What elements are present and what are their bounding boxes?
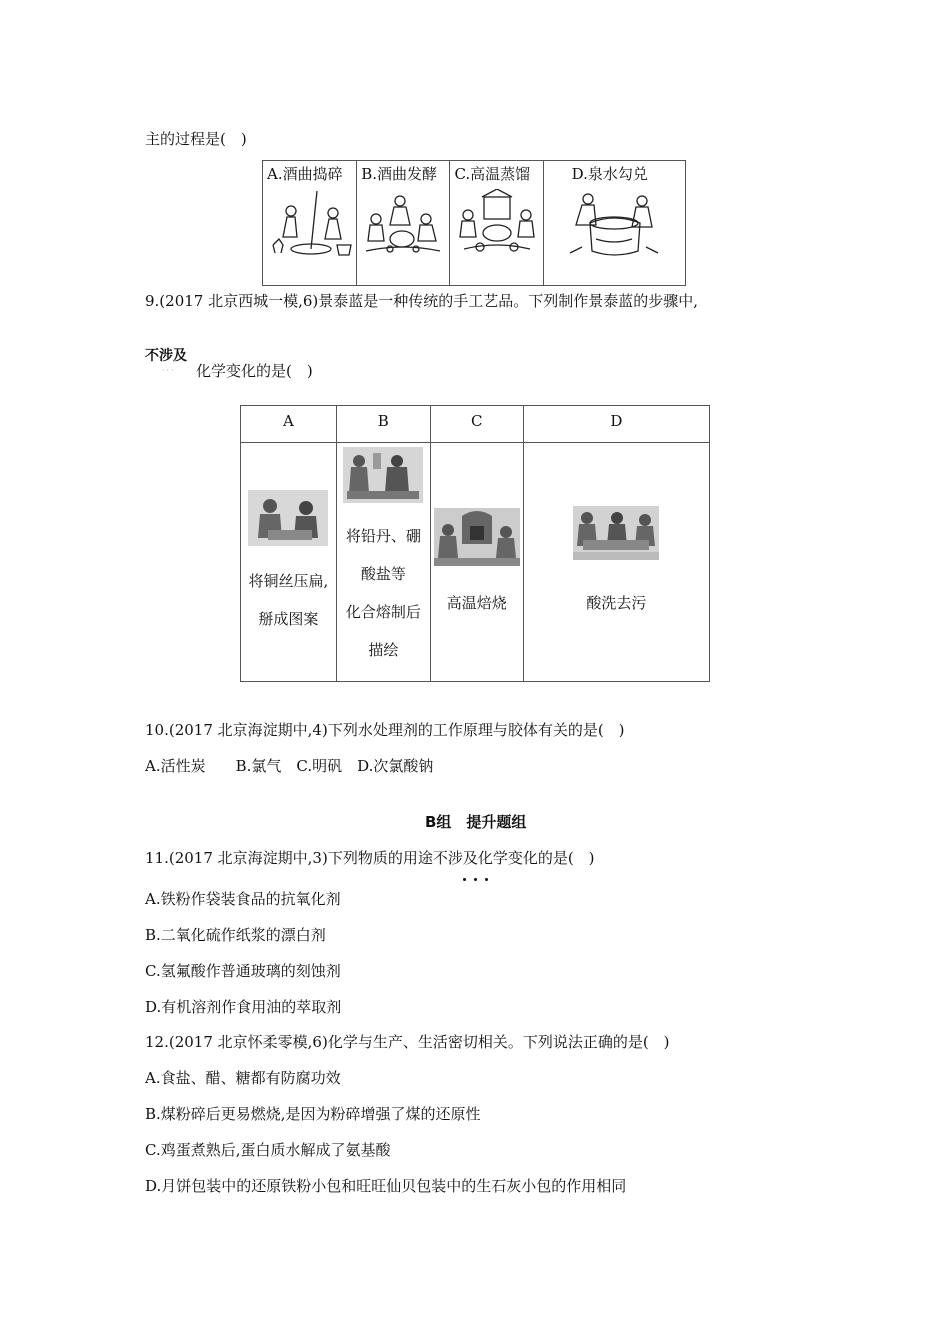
copper-wire-photo-icon [248,490,328,546]
q12-stem: 12.(2017 北京怀柔零模,6)化学与生产、生活密切相关。下列说法正确的是( ) [145,1033,670,1051]
q8-option-d-label: D.泉水勾兑 [571,165,648,183]
q9-emphasis: 不涉及 [145,348,187,364]
blending-illustration-icon [566,189,662,261]
q9-cell-c-line1: 高温焙烧 [446,594,507,612]
q9-header-d: D [523,406,709,443]
q9-stem-tail: 化学变化的是( ) [196,362,313,380]
acid-washing-photo-icon [573,506,659,560]
q9-header-b: B [336,406,430,443]
q11-stem: 11.(2017 北京海淀期中,3)下列物质的用途不涉及化学变化的是( ) [145,849,595,867]
q9-cell-a-line2: 掰成图案 [258,610,319,628]
q12-option-b: B.煤粉碎后更易燃烧,是因为粉碎增强了煤的还原性 [145,1105,481,1123]
q8-option-c [450,161,543,286]
q11-option-c: C.氢氟酸作普通玻璃的刻蚀剂 [145,962,341,980]
glaze-painting-photo-icon [343,447,423,503]
q8-option-a-label: A.酒曲捣碎 [267,165,343,183]
q10-options: A.活性炭 B.氯气 C.明矾 D.次氯酸钠 [145,757,434,775]
q9-cell-c [430,443,523,682]
q9-header-a: A [241,406,337,443]
q9-cell-d [523,443,709,682]
q9-header-c: C [430,406,523,443]
emphasis-dots-faint: ··· [162,366,176,375]
q9-cell-a [241,443,337,682]
q9-stem: 9.(2017 北京西城一模,6)景泰蓝是一种传统的手工艺品。下列制作景泰蓝的步骤中, [145,292,699,310]
q11-option-b: B.二氧化硫作纸浆的漂白剂 [145,926,326,944]
section-b-heading: B组 提升题组 [425,813,527,831]
q11-option-d: D.有机溶剂作食用油的萃取剂 [145,998,342,1016]
q8-option-b [357,161,450,286]
q8-stem-tail: 主的过程是( ) [145,130,247,148]
q9-cell-b-line3: 化合熔制后 [345,603,421,621]
emphasis-dots [463,867,496,885]
distilling-illustration-icon [454,189,540,259]
q11-option-a: A.铁粉作袋装食品的抗氧化剂 [145,890,341,908]
q12-option-d: D.月饼包装中的还原铁粉小包和旺旺仙贝包装中的生石灰小包的作用相同 [145,1177,627,1195]
pounding-illustration-icon [267,189,353,259]
q10-stem: 10.(2017 北京海淀期中,4)下列水处理剂的工作原理与胶体有关的是( ) [145,721,625,739]
q8-option-b-label: B.酒曲发酵 [361,165,438,183]
q9-cell-b-line1: 将铅丹、硼 [345,527,421,545]
q9-options-table [240,405,710,682]
kiln-firing-photo-icon [434,508,520,566]
q12-option-c: C.鸡蛋煮熟后,蛋白质水解成了氨基酸 [145,1141,391,1159]
q9-cell-a-line1: 将铜丝压扁, [248,572,329,590]
q9-cell-b-line4: 描绘 [368,641,399,659]
q8-option-a [263,161,357,286]
q12-option-a: A.食盐、醋、糖都有防腐功效 [145,1069,341,1087]
q8-options-table [262,160,686,286]
q9-cell-b [336,443,430,682]
q8-option-d [543,161,685,286]
fermenting-illustration-icon [360,189,446,259]
q8-option-c-label: C.高温蒸馏 [454,165,531,183]
q9-cell-b-line2: 酸盐等 [360,565,406,583]
q9-cell-d-line1: 酸洗去污 [586,594,647,612]
